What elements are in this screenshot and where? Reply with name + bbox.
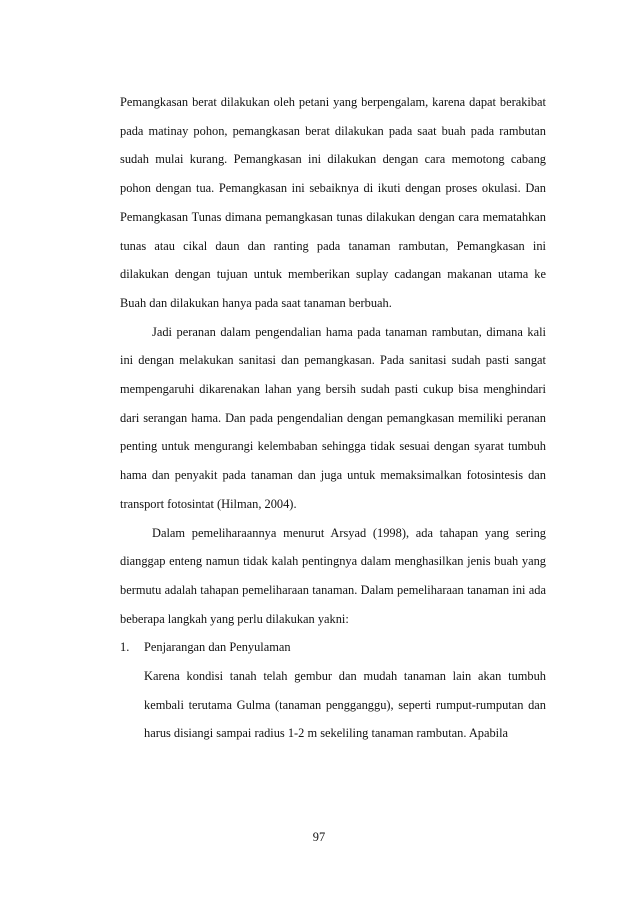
page-number: 97	[312, 830, 326, 844]
paragraph-pemangkasan: Pemangkasan berat dilakukan oleh petani yang berpengalam, karena dapat berakibat pada matinay pohon, pemangkasan berat dilakukan pada saat buah pada rambutan sudah mulai kurang. Pemangkasan ini dilakukan dengan cara memotong cabang pohon dengan tua. Pemangkasan ini sebaiknya di ikuti dengan proses okulasi. Dan Pemangkasan Tunas dimana pemangkasan tunas dilakukan dengan cara mematahkan tunas atau cikal daun dan ranting pada tanaman rambutan, Pemangkasan ini dilakukan dengan tujuan untuk memberikan suplay cadangan makanan utama ke Buah dan dilakukan hanya pada saat tanaman berbuah.	[120, 95, 546, 310]
list-content	[144, 633, 546, 748]
list-number: 1.	[120, 640, 130, 655]
body-text	[120, 88, 546, 748]
paragraph-peranan: Jadi peranan dalam pengendalian hama pada tanaman rambutan, dimana kali ini dengan melakukan sanitasi dan pemangkasan. Pada sanitasi sudah pasti sangat mempengaruhi dikarenakan lahan yang bersih sudah pasti cukup bisa menghindari dari serangan hama. Dan pada pengendalian dengan pemangkasan memiliki peranan penting untuk mengurangi kelembaban sehingga tidak sesuai dengan syarat tumbuh hama dan penyakit pada tanaman dan juga untuk memaksimalkan fotosintesis dan transport fotosintat (Hilman, 2004).	[120, 324, 546, 511]
list-title: Penjarangan dan Penyulaman	[144, 640, 291, 655]
list-paragraph: Karena kondisi tanah telah gembur dan mudah tanaman lain akan tumbuh kembali terutama Gulma (tanaman pengganggu), seperti rumput-rumputan dan harus disiangi sampai radius 1-2 m sekeliling tanaman rambutan. Apabila	[144, 669, 546, 741]
paragraph-pemeliharaan: Dalam pemeliharaannya menurut Arsyad (1998), ada tahapan yang sering dianggap enteng namun tidak kalah pentingnya dalam menghasilkan jenis buah yang bermutu adalah tahapan pemeliharaan tanaman. Dalam pemeliharaan tanaman ini ada beberapa langkah yang perlu dilakukan yakni:	[120, 525, 546, 626]
list-item-penjarangan	[120, 633, 546, 748]
